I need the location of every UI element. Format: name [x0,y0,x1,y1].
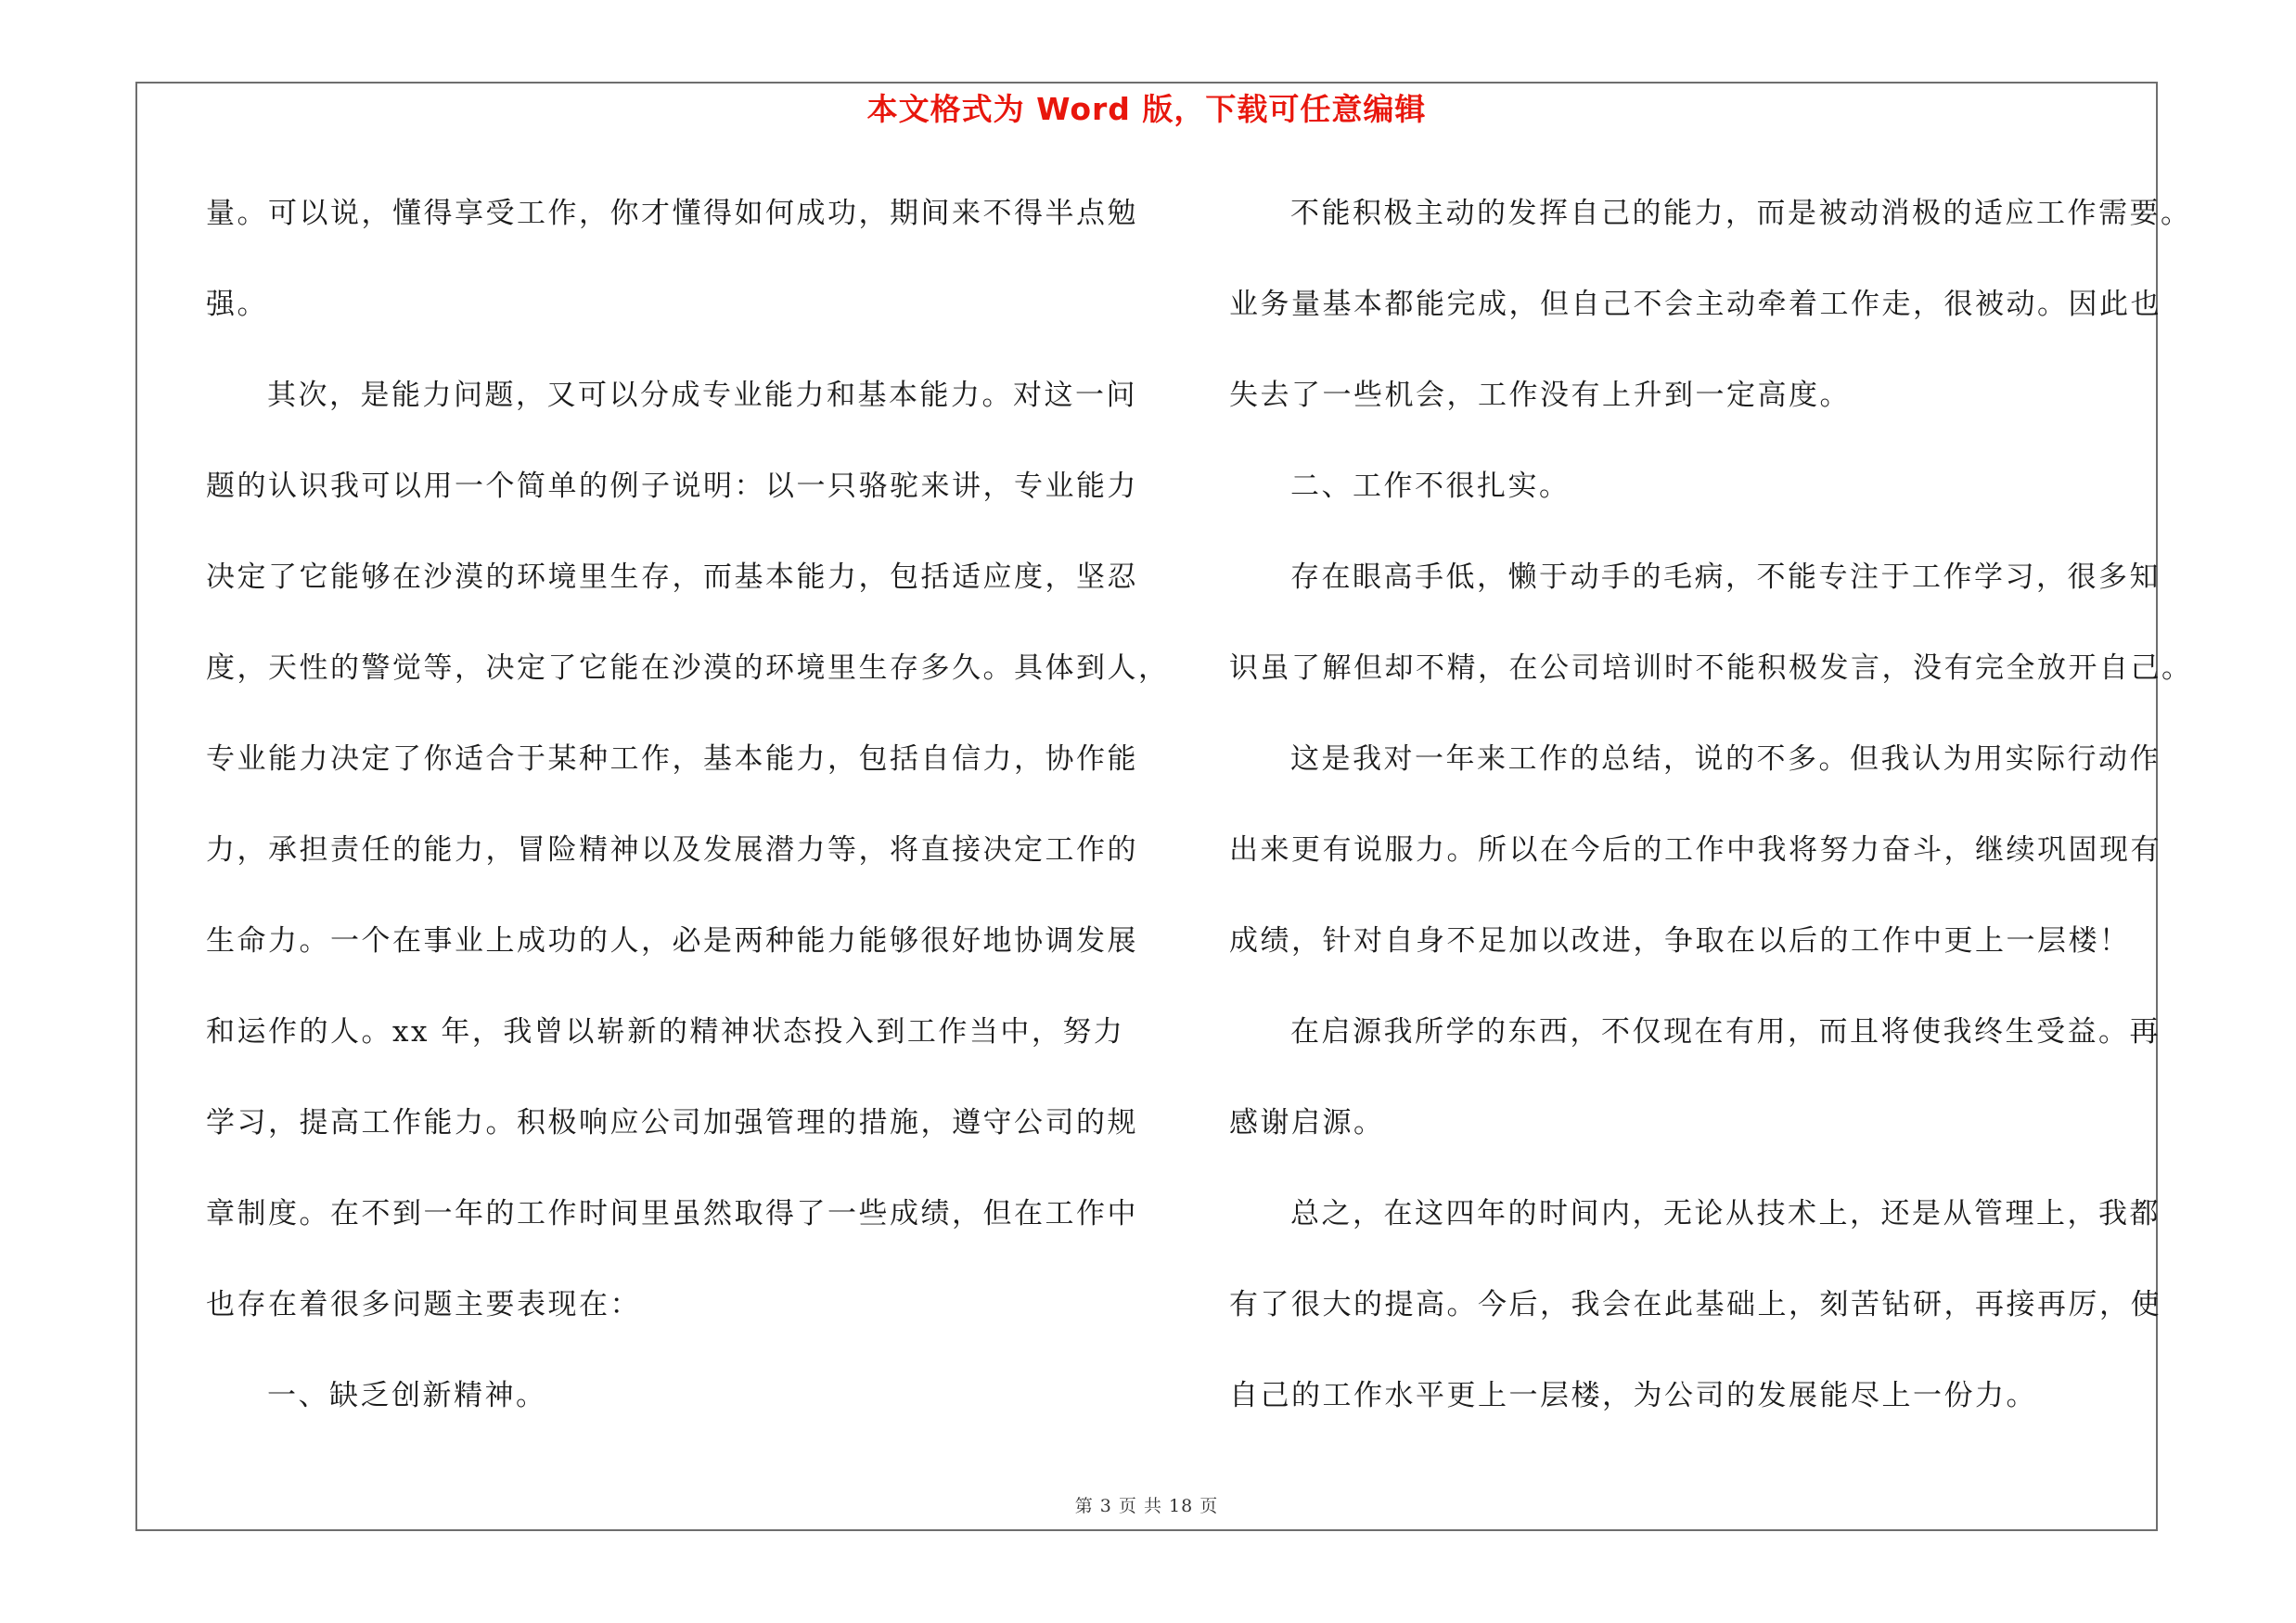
text-line: 自己的工作水平更上一层楼，为公司的发展能尽上一份力。 [1229,1379,2037,1412]
text-line: 业务量基本都能完成，但自己不会主动牵着工作走，很被动。因此也 [1229,288,2161,321]
text-line: 有了很大的提高。今后，我会在此基础上，刻苦钻研，再接再厉，使 [1229,1288,2161,1321]
paragraph-start-line: 在启源我所学的东西，不仅现在有用，而且将使我终生受益。再 [1290,1015,2161,1049]
paragraph-start-line: 这是我对一年来工作的总结，说的不多。但我认为用实际行动作 [1290,742,2161,776]
text-line: 识虽了解但却不精，在公司培训时不能积极发言，没有完全放开自己。 [1229,651,2193,685]
text-line: 生命力。一个在事业上成功的人，必是两种能力能够很好地协调发展 [206,924,1138,958]
text-line: 也存在着很多问题主要表现在： [206,1288,641,1321]
text-line: 学习，提高工作能力。积极响应公司加强管理的措施，遵守公司的规 [206,1106,1138,1140]
text-line: 专业能力决定了你适合于某种工作，基本能力，包括自信力，协作能 [206,742,1138,776]
text-line: 量。可以说，懂得享受工作，你才懂得如何成功，期间来不得半点勉 [206,197,1138,230]
paragraph-start-line: 存在眼高手低，懒于动手的毛病，不能专注于工作学习，很多知 [1290,560,2161,594]
paragraph-start-line: 不能积极主动的发挥自己的能力，而是被动消极的适应工作需要。 [1290,197,2192,230]
text-line: 度，天性的警觉等，决定了它能在沙漠的环境里生存多久。具体到人， [206,651,1170,685]
header-banner: 本文格式为 Word 版，下载可任意编辑 [866,91,1427,127]
text-line: 出来更有说服力。所以在今后的工作中我将努力奋斗，继续巩固现有 [1229,833,2161,867]
paragraph-start-line: 其次，是能力问题，又可以分成专业能力和基本能力。对这一问 [267,379,1137,412]
text-line: 决定了它能够在沙漠的环境里生存，而基本能力，包括适应度，坚忍 [206,560,1138,594]
text-line: 成绩，针对自身不足加以改进，争取在以后的工作中更上一层楼！ [1229,924,2131,958]
section-heading: 一、缺乏创新精神。 [267,1379,547,1412]
text-line: 章制度。在不到一年的工作时间里虽然取得了一些成绩，但在工作中 [206,1197,1138,1230]
paragraph-start-line: 总之，在这四年的时间内，无论从技术上，还是从管理上，我都 [1290,1197,2161,1230]
left-column [206,181,1170,1454]
text-line: 题的认识我可以用一个简单的例子说明：以一只骆驼来讲，专业能力 [206,470,1138,503]
text-line: 力，承担责任的能力，冒险精神以及发展潜力等，将直接决定工作的 [206,833,1138,867]
text-line: 强。 [206,288,268,321]
section-heading: 二、工作不很扎实。 [1290,470,1571,503]
text-line: 失去了一些机会，工作没有上升到一定高度。 [1229,379,1851,412]
text-line: 感谢启源。 [1229,1106,1385,1140]
right-column [1229,181,2194,1454]
page-number: 第 3 页 共 18 页 [1074,1496,1219,1516]
text-line: 和运作的人。xx 年，我曾以崭新的精神状态投入到工作当中，努力 [206,1015,1125,1049]
